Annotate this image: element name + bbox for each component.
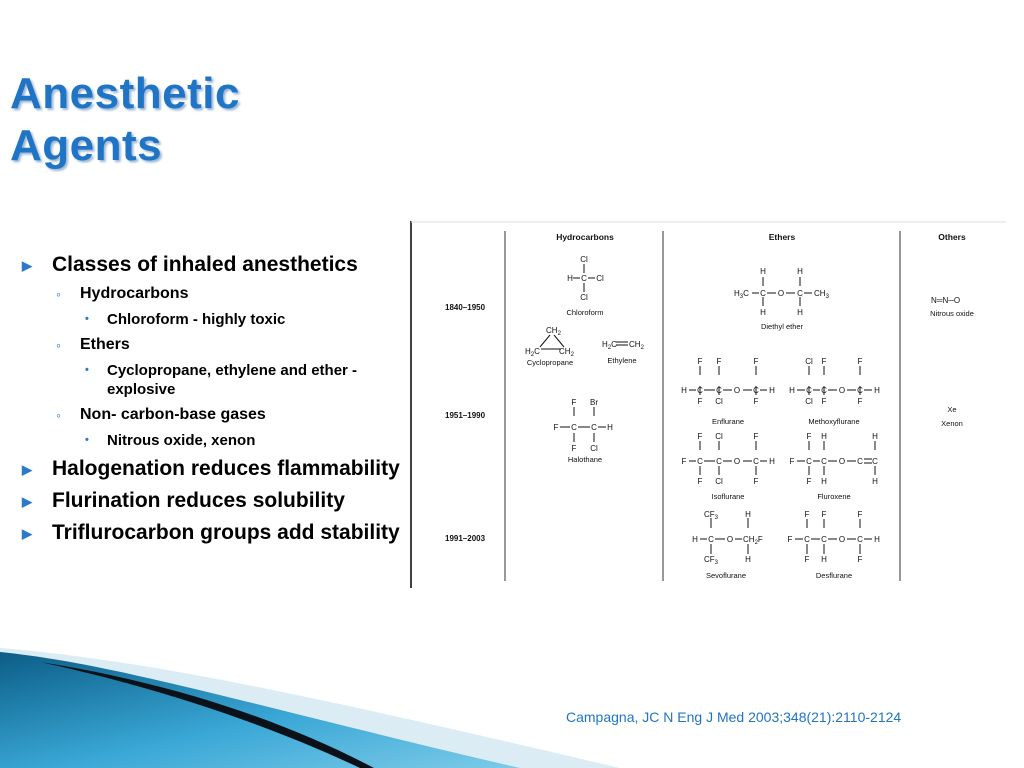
svg-text:O: O — [838, 386, 846, 395]
formula-fragment: $CH_2$ — [629, 340, 644, 351]
svg-text:C: C — [760, 289, 766, 298]
sub-sub-bullet-text: Nitrous oxide, xenon — [107, 432, 256, 449]
svg-text:O: O — [777, 289, 785, 298]
svg-text:C: C — [753, 457, 759, 466]
svg-text:Cl: Cl — [580, 293, 588, 302]
svg-text:C: C — [821, 535, 827, 544]
compound-name: Xenon — [941, 419, 963, 428]
header-ethers: Ethers — [768, 232, 796, 242]
formula-fragment: $CH_2$ — [546, 326, 561, 337]
svg-text:F: F — [857, 397, 863, 406]
citation: Campagna, JC N Eng J Med 2003;348(21):2110-2124 — [566, 709, 902, 725]
triangle-bullet-icon: ▶ — [22, 526, 32, 541]
svg-text:Cl: Cl — [715, 477, 723, 486]
svg-text:H: H — [872, 477, 878, 486]
svg-text:Cl: Cl — [715, 397, 723, 406]
svg-text:C: C — [821, 386, 827, 395]
svg-text:O: O — [733, 457, 741, 466]
svg-text:H: H — [797, 267, 803, 276]
svg-text:C: C — [806, 386, 812, 395]
compound-name: Chloroform — [566, 308, 604, 317]
formula-fragment: $H_2C$ — [602, 340, 617, 351]
svg-text:Cl: Cl — [596, 274, 604, 283]
svg-text:F: F — [697, 432, 703, 441]
compound-name: Desflurane — [815, 571, 853, 580]
svg-text:H: H — [607, 423, 613, 432]
svg-text:H: H — [797, 308, 803, 317]
svg-text:C: C — [872, 457, 878, 466]
svg-text:C: C — [804, 535, 810, 544]
svg-text:F: F — [697, 357, 703, 366]
period-label: 1991–2003 — [445, 534, 486, 543]
svg-text:F: F — [553, 423, 559, 432]
svg-text:F: F — [753, 397, 759, 406]
svg-text:H: H — [745, 510, 751, 519]
svg-text:F: F — [806, 432, 812, 441]
circle-bullet-icon: ◦ — [56, 407, 61, 423]
circle-bullet-icon: ◦ — [56, 286, 61, 302]
svg-text:F: F — [857, 555, 863, 564]
svg-text:H: H — [874, 386, 880, 395]
compound-name: Fluroxene — [817, 492, 851, 501]
svg-text:F: F — [697, 397, 703, 406]
sub-sub-bullet-text: Cyclopropane, ethylene and ether - explosive — [107, 362, 358, 398]
svg-text:F: F — [753, 357, 759, 366]
svg-text:C: C — [857, 386, 863, 395]
svg-text:H: H — [769, 457, 775, 466]
svg-text:F: F — [804, 510, 810, 519]
svg-text:F: F — [821, 357, 827, 366]
svg-text:C: C — [857, 457, 863, 466]
svg-text:C: C — [591, 423, 597, 432]
svg-text:O: O — [726, 535, 734, 544]
svg-text:F: F — [806, 477, 812, 486]
formula-fragment: $H_3C$ — [734, 289, 749, 300]
svg-text:F: F — [716, 357, 722, 366]
svg-text:H: H — [821, 432, 827, 441]
compound-name: Enflurane — [711, 417, 745, 426]
svg-text:F: F — [753, 432, 759, 441]
svg-text:H: H — [769, 386, 775, 395]
bullet-text: Halogenation reduces flammability — [52, 457, 400, 480]
sub-bullet-text: Hydrocarbons — [80, 285, 189, 302]
title-line-1: Anesthetic — [10, 69, 240, 118]
circle-bullet-icon: ◦ — [56, 337, 61, 353]
svg-text:H: H — [745, 555, 751, 564]
dot-bullet-icon: • — [85, 364, 89, 376]
triangle-bullet-icon: ▶ — [22, 258, 32, 273]
svg-text:F: F — [753, 477, 759, 486]
svg-text:O: O — [733, 386, 741, 395]
svg-text:C: C — [797, 289, 803, 298]
svg-text:O: O — [838, 457, 846, 466]
triangle-bullet-icon: ▶ — [22, 494, 32, 509]
formula-fragment: $CH_3$ — [814, 289, 829, 300]
svg-text:H: H — [567, 274, 573, 283]
svg-text:C: C — [697, 386, 703, 395]
svg-text:F: F — [857, 510, 863, 519]
formula-fragment: $CF_3$ — [704, 510, 719, 521]
svg-text:F: F — [789, 457, 795, 466]
svg-text:C: C — [753, 386, 759, 395]
sub-sub-bullet-text: Chloroform - highly toxic — [107, 311, 286, 328]
svg-text:F: F — [804, 555, 810, 564]
svg-text:C: C — [716, 457, 722, 466]
svg-text:H: H — [872, 432, 878, 441]
svg-text:Cl: Cl — [805, 397, 813, 406]
compound-name: Cyclopropane — [526, 358, 574, 367]
svg-text:Cl: Cl — [715, 432, 723, 441]
compound-name: Isoflurane — [711, 492, 745, 501]
formula-fragment: $H_2C$ — [525, 347, 540, 358]
compound-name: Nitrous oxide — [930, 309, 974, 318]
svg-text:F: F — [571, 444, 577, 453]
compound-name: Xe — [947, 405, 957, 414]
svg-text:Cl: Cl — [580, 255, 588, 264]
svg-text:H: H — [692, 535, 698, 544]
formula-fragment: $CH_2F$ — [743, 535, 763, 546]
header-hydrocarbons: Hydrocarbons — [556, 232, 614, 242]
svg-text:C: C — [857, 535, 863, 544]
svg-text:C: C — [708, 535, 714, 544]
formula-fragment: $CF_3$ — [704, 555, 719, 566]
compound-name: Diethyl ether — [760, 322, 804, 331]
svg-text:H: H — [821, 555, 827, 564]
formula-nitrous-oxide: N═N─O — [931, 296, 961, 305]
period-label: 1840–1950 — [445, 303, 486, 312]
svg-text:F: F — [857, 357, 863, 366]
triangle-bullet-icon: ▶ — [22, 462, 32, 477]
header-others: Others — [938, 232, 966, 242]
svg-text:C: C — [716, 386, 722, 395]
compound-name: Halothane — [567, 455, 603, 464]
svg-text:C: C — [821, 457, 827, 466]
compound-name: Methoxyflurane — [808, 417, 860, 426]
bullet-text: Classes of inhaled anesthetics — [52, 253, 358, 276]
svg-text:Cl: Cl — [805, 357, 813, 366]
svg-text:F: F — [821, 397, 827, 406]
bullet-text: Flurination reduces solubility — [52, 489, 345, 512]
formula-fragment: $CH_2$ — [559, 347, 574, 358]
svg-text:H: H — [760, 267, 766, 276]
svg-text:H: H — [681, 386, 687, 395]
svg-text:F: F — [787, 535, 793, 544]
svg-text:H: H — [821, 477, 827, 486]
svg-text:C: C — [581, 274, 587, 283]
svg-text:F: F — [821, 510, 827, 519]
period-label: 1951–1990 — [445, 411, 486, 420]
svg-text:C: C — [806, 457, 812, 466]
sub-bullet-text: Ethers — [80, 336, 130, 353]
svg-text:H: H — [874, 535, 880, 544]
compound-name: Ethylene — [607, 356, 637, 365]
svg-text:C: C — [571, 423, 577, 432]
svg-text:O: O — [838, 535, 846, 544]
svg-text:F: F — [681, 457, 687, 466]
sub-bullet-text: Non- carbon-base gases — [80, 406, 266, 423]
svg-text:H: H — [789, 386, 795, 395]
bullet-text: Triflurocarbon groups add stability — [52, 521, 400, 544]
svg-text:C: C — [697, 457, 703, 466]
svg-text:Cl: Cl — [590, 444, 598, 453]
dot-bullet-icon: • — [85, 313, 89, 325]
svg-text:H: H — [760, 308, 766, 317]
svg-text:F: F — [697, 477, 703, 486]
dot-bullet-icon: • — [85, 434, 89, 446]
compound-name: Sevoflurane — [705, 571, 747, 580]
svg-text:F: F — [571, 398, 577, 407]
svg-text:Br: Br — [590, 398, 598, 407]
title-line-2: Agents — [10, 121, 163, 170]
